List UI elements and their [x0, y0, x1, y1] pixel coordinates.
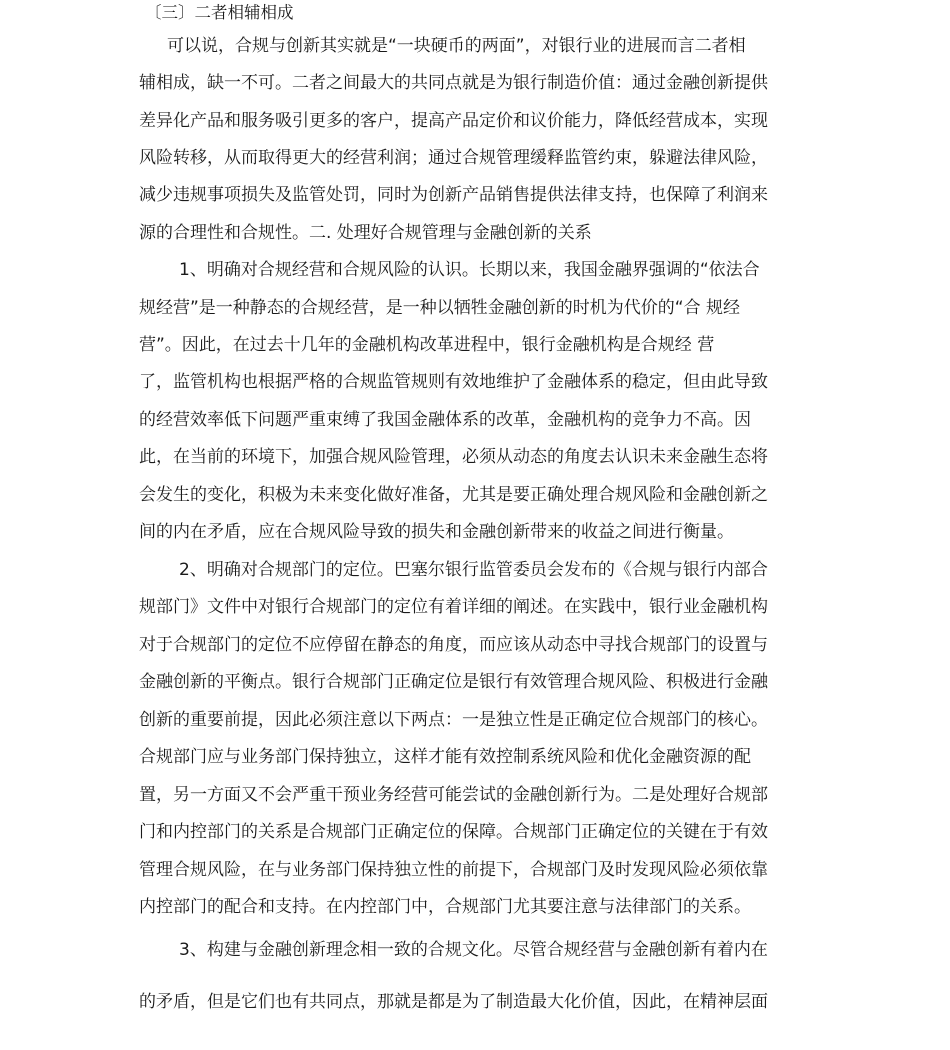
text-line: 了，监管机构也根据严格的合规监管规则有效地维护了金融体系的稳定，但由此导致	[139, 372, 768, 392]
text-line: 门和内控部门的关系是合规部门正确定位的保障。合规部门正确定位的关键在于有效	[139, 822, 768, 842]
text-line: 的矛盾，但是它们也有共同点，那就是都是为了制造最大化价值，因此，在精神层面	[139, 992, 768, 1012]
text-line: 辅相成，缺一不可。二者之间最大的共同点就是为银行制造价值：通过金融创新提供	[139, 73, 768, 93]
text-line: 创新的重要前提，因此必须注意以下两点：一是独立性是正确定位合规部门的核心。	[139, 710, 768, 730]
text-line: 可以说，合规与创新其实就是“一块硬币的两面”，对银行业的进展而言二者相	[167, 36, 746, 56]
text-line: 规部门》文件中对银行合规部门的定位有着详细的阐述。在实践中，银行业金融机构	[139, 597, 768, 617]
text-line: 会发生的变化，积极为未来变化做好准备，尤其是要正确处理合规风险和金融创新之	[139, 485, 768, 505]
text-line: 3、构建与金融创新理念相一致的合规文化。尽管合规经营与金融创新有着内在	[179, 940, 768, 960]
text-line: 减少违规事项损失及监管处罚，同时为创新产品销售提供法律支持，也保障了利润来	[139, 185, 768, 205]
section-heading: 〔三〕二者相辅相成	[145, 3, 294, 22]
text-line: 源的合理性和合规性。二. 处理好合规管理与金融创新的关系	[139, 223, 592, 243]
text-line: 规经营”是一种静态的合规经营，是一种以牺牲金融创新的时机为代价的“合 规经	[139, 298, 741, 318]
text-line: 的经营效率低下问题严重束缚了我国金融体系的改革，金融机构的竞争力不高。因	[139, 410, 751, 430]
text-line: 此，在当前的环境下，加强合规风险管理，必须从动态的角度去认识未来金融生态将	[139, 447, 768, 467]
text-line: 间的内在矛盾，应在合规风险导致的损失和金融创新带来的收益之间进行衡量。	[139, 522, 734, 542]
text-line: 风险转移，从而取得更大的经营利润；通过合规管理缓释监管约束，躲避法律风险，	[139, 148, 768, 168]
text-line: 差异化产品和服务吸引更多的客户，提高产品定价和议价能力，降低经营成本，实现	[139, 111, 768, 131]
text-line: 合规部门应与业务部门保持独立，这样才能有效控制系统风险和优化金融资源的配	[139, 747, 751, 767]
text-line: 对于合规部门的定位不应停留在静态的角度，而应该从动态中寻找合规部门的设置与	[139, 635, 768, 655]
text-line: 管理合规风险，在与业务部门保持独立性的前提下，合规部门及时发现风险必须依靠	[139, 860, 768, 880]
text-line: 2、明确对合规部门的定位。巴塞尔银行监管委员会发布的《合规与银行内部合	[179, 560, 768, 580]
text-line: 1、明确对合规经营和合规风险的认识。长期以来，我国金融界强调的“依法合	[179, 260, 760, 280]
text-line: 置，另一方面又不会严重干预业务经营可能尝试的金融创新行为。二是处理好合规部	[139, 785, 768, 805]
text-line: 内控部门的配合和支持。在内控部门中，合规部门尤其要注意与法律部门的关系。	[139, 897, 751, 917]
text-line: 金融创新的平衡点。银行合规部门正确定位是银行有效管理合规风险、积极进行金融	[139, 672, 768, 692]
text-line: 营”。因此，在过去十几年的金融机构改革进程中，银行金融机构是合规经 营	[139, 335, 715, 355]
